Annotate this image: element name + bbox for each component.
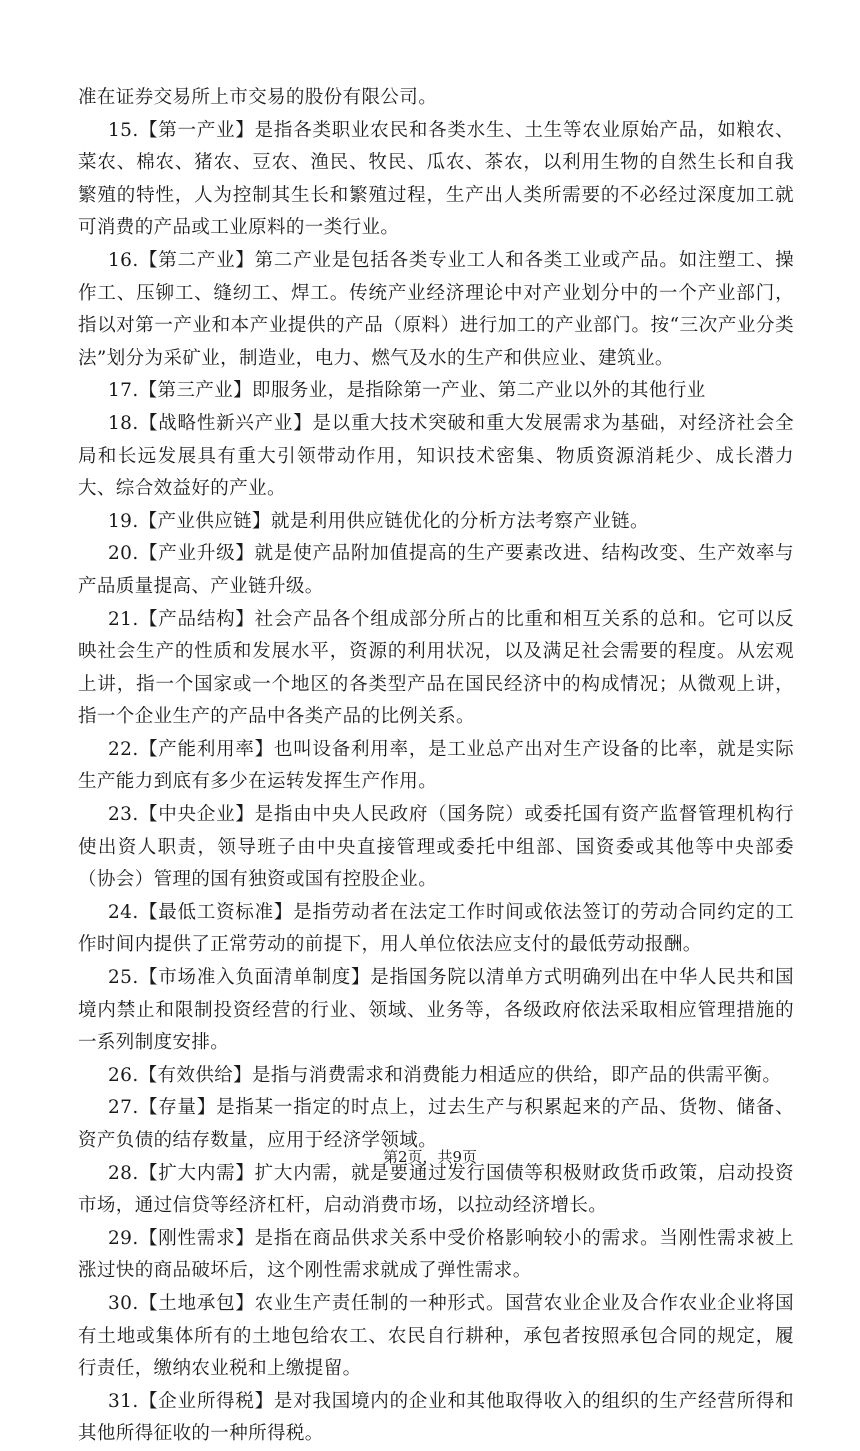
paragraph-term-16: 16.【第二产业】第二产业是包括各类专业工人和各类工业或产品。如注塑工、操作工、压铆工、缝纫工、焊工。传统产业经济理论中对产业划分中的一个产业部门，指以对第一产业和本产业提供的产品（原料）进行加工的产业部门。按“三次产业分类法”划分为采矿业，制造业，电力、燃气及水的生产和供应业、建筑业。 [78, 249, 794, 369]
paragraph-term-31: 31.【企业所得税】是对我国境内的企业和其他取得收入的组织的生产经营所得和其他所得征收的一种所得税。 [78, 1390, 794, 1445]
paragraph-term-18: 18.【战略性新兴产业】是以重大技术突破和重大发展需求为基础，对经济社会全局和长远发展具有重大引领带动作用，知识技术密集、物质资源消耗少、成长潜力大、综合效益好的产业。 [78, 412, 794, 500]
paragraph-term-22: 22.【产能利用率】也叫设备利用率，是工业总产出对生产设备的比率，就是实际生产能力到底有多少在运转发挥生产作用。 [78, 738, 794, 793]
paragraph-term-15: 15.【第一产业】是指各类职业农民和各类水生、土生等农业原始产品，如粮农、菜农、棉农、猪农、豆农、渔民、牧民、瓜农、茶农，以利用生物的自然生长和自我繁殖的特性，人为控制其生长和繁殖过程，生产出人类所需要的不必经过深度加工就可消费的产品或工业原料的一类行业。 [78, 119, 794, 239]
document-body [78, 82, 794, 1451]
paragraph-term-17: 17.【第三产业】即服务业，是指除第一产业、第二产业以外的其他行业 [108, 380, 706, 402]
paragraph-term-28: 28.【扩大内需】扩大内需，就是要通过发行国债等积极财政货币政策，启动投资市场，通过信贷等经济杠杆，启动消费市场，以拉动经济增长。 [78, 1162, 794, 1217]
paragraph-term-27: 27.【存量】是指某一指定的时点上，过去生产与积累起来的产品、货物、储备、资产负债的结存数量，应用于经济学领域。 [78, 1097, 794, 1151]
paragraph-term-23: 23.【中央企业】是指由中央人民政府（国务院）或委托国有资产监督管理机构行使出资人职责，领导班子由中央直接管理或委托中组部、国资委或其他等中央部委（协会）管理的国有独资或国有控股企业。 [78, 804, 794, 891]
paragraph-term-25: 25.【市场准入负面清单制度】是指国务院以清单方式明确列出在中华人民共和国境内禁止和限制投资经营的行业、领域、业务等，各级政府依法采取相应管理措施的一系列制度安排。 [78, 967, 794, 1054]
page-number: 第2页，共9页 [382, 1148, 478, 1166]
paragraph-term-20: 20.【产业升级】就是使产品附加值提高的生产要素改进、结构改变、生产效率与产品质量提高、产业链升级。 [78, 543, 794, 597]
paragraph-term-21: 21.【产品结构】社会产品各个组成部分所占的比重和相互关系的总和。它可以反映社会生产的性质和发展水平，资源的利用状况，以及满足社会需要的程度。从宏观上讲，指一个国家或一个地区的各类型产品在国民经济中的构成情况；从微观上讲，指一个企业生产的产品中各类产品的比例关系。 [78, 608, 794, 728]
paragraph-term-26: 26.【有效供给】是指与消费需求和消费能力相适应的供给，即产品的供需平衡。 [108, 1064, 782, 1086]
paragraph-continuation: 准在证券交易所上市交易的股份有限公司。 [78, 87, 438, 108]
paragraph-term-19: 19.【产业供应链】就是利用供应链优化的分析方法考察产业链。 [108, 510, 649, 532]
paragraph-term-29: 29.【刚性需求】是指在商品供求关系中受价格影响较小的需求。当刚性需求被上涨过快的商品破坏后，这个刚性需求就成了弹性需求。 [78, 1227, 794, 1282]
paragraph-term-30: 30.【土地承包】农业生产责任制的一种形式。国营农业企业及合作农业企业将国有土地或集体所有的土地包给农工、农民自行耕种，承包者按照承包合同的规定，履行责任，缴纳农业税和上缴提留。 [78, 1292, 794, 1380]
paragraph-term-24: 24.【最低工资标准】是指劳动者在法定工作时间或依法签订的劳动合同约定的工作时间内提供了正常劳动的前提下，用人单位依法应支付的最低劳动报酬。 [78, 901, 794, 956]
